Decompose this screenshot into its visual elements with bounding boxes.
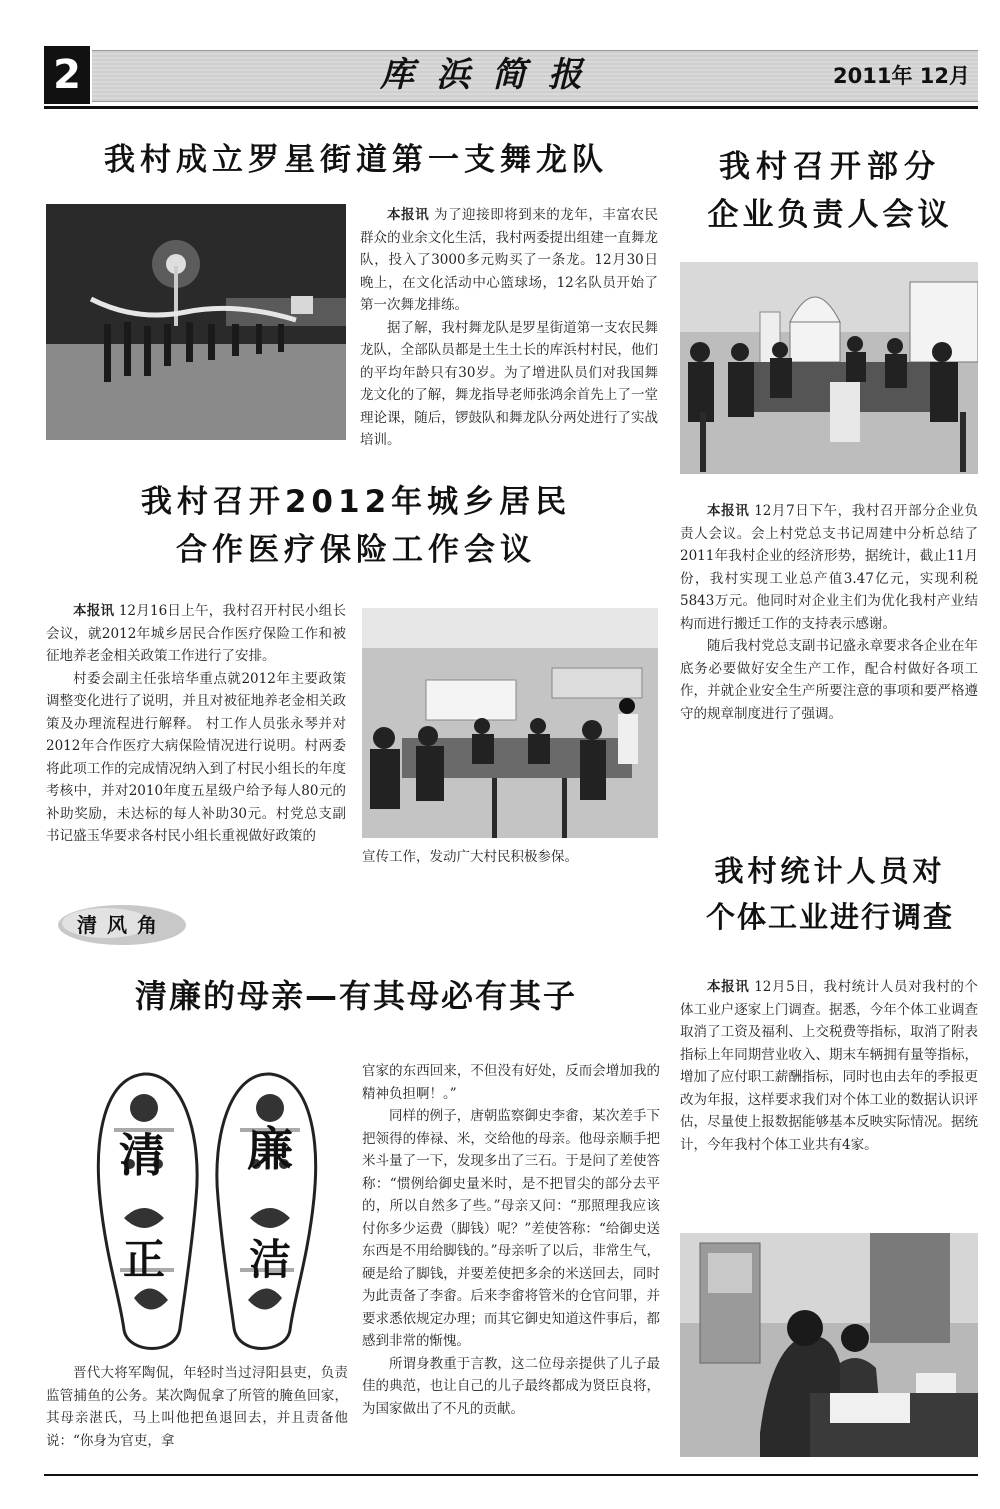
medical-p2-cont: 宣传工作，发动广大村民积极参保。 (362, 849, 578, 865)
mother-article-body-2 (362, 1060, 660, 1470)
paper-name: 库浜简报 (380, 55, 604, 95)
footprint-papercut-illustration (84, 1068, 332, 1358)
dragon-dance-photo (46, 204, 346, 440)
medical-p2: 村委会副主任张培华重点就2012年主要政策调整变化进行了说明，并且对被征地养老金相关政策及办理流程进行解释。 村工作人员张永琴并对2012年合作医疗大病保险情况进行说明。村两委将此项工作的完成情况纳入到了村民小组长的年度考核中，并对2010年度五星级户给予每人80元的补助奖励，未达标的每人补助30元。村党总支副书记盛玉华要求各村民小组长重视做好政策的 (46, 670, 346, 844)
enterprise-article-body (680, 500, 978, 790)
survey-article-body (680, 976, 978, 1206)
top-rule (44, 106, 978, 109)
page-number: 2 (44, 46, 90, 104)
enterprise-title-line2: 企业负责人会议 (707, 197, 953, 233)
dragon-lead: 本报讯 (387, 207, 430, 223)
seal-char-jie: 洁 (248, 1235, 291, 1284)
enterprise-p1: 12月7日下午，我村召开部分企业负责人会议。会上村党总支书记周建中分析总结了2011年我村企业的经济形势，据统计，截止11月份，我村实现工业总产值3.47亿元，实现利税5843万元。他同时对企业主们为优化我村产业结构而进行搬迁工作的支持表示感谢。 (680, 503, 979, 632)
medical-title-line1: 我村召开2012年城乡居民 (140, 484, 572, 520)
mother-p3: 所谓身教重于言教，这二位母亲提供了儿子最佳的典范，也让自己的儿子最终都成为贤臣良将，为国家做出了不凡的贡献。 (362, 1355, 660, 1417)
dragon-article-body (360, 204, 659, 448)
mother-p2: 同样的例子，唐朝监察御史李畬，某次差手下把领得的俸禄、米，交给他的母亲。他母亲顺手把米斗量了一下，发现多出了三石。于是问了差使答称：“惯例给御史量米时，是不把冒尖的部分去平的，所以自然多了些。”母亲又问：“那照理我应该付你多少运费（脚钱）呢？”差使答称：“给御史送东西是不用给脚钱的。”母亲听了以后，非常生气，硬是给了脚钱，并要差使把多余的米送回去，同时为此责备了李畬。后来李畬将管米的仓官问罪，并要求悉依规定办理；而其它御史知道这件事后，都感到非常的惭愧。 (362, 1108, 660, 1349)
enterprise-lead: 本报讯 (707, 503, 750, 519)
survey-title-line1: 我村统计人员对 (714, 854, 946, 888)
seal-char-qing: 清 (119, 1128, 165, 1182)
dragon-p1: 为了迎接即将到来的龙年，丰富农民群众的业余文化生活，我村两委提出组建一直舞龙队，投入了3000多元购买了一条龙。12月30日晚上，在文化活动中心篮球场，12名队员开始了第一次舞龙排练。 (360, 207, 659, 313)
survey-title-line2: 个体工业进行调查 (705, 900, 954, 934)
dragon-p2: 据了解，我村舞龙队是罗星街道第一支农民舞龙队，全部队员都是土生土长的库浜村村民，他们的平均年龄只有30岁。为了增进队员们对我国舞龙文化的了解，舞龙指导老师张鸿余首先上了一堂理论课，随后，锣鼓队和舞龙队分两处进行了实战培训。 (360, 319, 658, 448)
medical-title-line2: 合作医疗保险工作会议 (176, 532, 536, 568)
medical-lead: 本报讯 (73, 603, 115, 619)
enterprise-meeting-photo (680, 262, 978, 474)
mother-p1-cont: 官家的东西回来，不但没有好处，反而会增加我的精神负担啊！。” (362, 1063, 660, 1102)
enterprise-title-line1: 我村召开部分 (719, 149, 941, 185)
medical-article-body (46, 600, 346, 868)
column-tag: 清风角 (77, 913, 167, 937)
survey-photo (680, 1233, 978, 1457)
medical-article-body-cont (362, 846, 662, 870)
survey-p1: 12月5日，我村统计人员对我村的个体工业户逐家上门调查。据悉，今年个体工业调查取消了工资及福利、上交税费等指标，取消了附表指标上年同期营业收入、期末车辆拥有量等指标，增加了应付职工薪酬指标，同时也由去年的季报更改为年报，这样要求我们对个体工业的数据认识评估，尽量使上报数据能够基本反映实际情况。据统计，今年我村个体工业共有4家。 (680, 979, 979, 1153)
medical-meeting-photo (362, 608, 658, 838)
mother-article-body-1 (46, 1362, 348, 1472)
seal-char-lian: 廉 (247, 1122, 293, 1176)
enterprise-p2: 随后我村党总支副书记盛永章要求各企业在年底务必要做好安全生产工作，配合村做好各项工作，并就企业安全生产所要注意的事项和要严格遵守的规章制度进行了强调。 (680, 638, 978, 722)
medical-p1: 12月16日上午，我村召开村民小组长会议，就2012年城乡居民合作医疗保险工作和被征地养老金相关政策工作进行了安排。 (46, 603, 346, 664)
mother-p1: 晋代大将军陶侃，年轻时当过浔阳县吏，负责监管捕鱼的公务。某次陶侃拿了所管的腌鱼回家，其母亲湛氏，马上叫他把鱼退回去，并且责备他说：“你身为官吏，拿 (46, 1365, 348, 1449)
mother-article-title: 清廉的母亲—有其母必有其子 (134, 977, 577, 1015)
survey-lead: 本报讯 (707, 979, 750, 995)
bottom-rule (44, 1474, 978, 1476)
dragon-article-title: 我村成立罗星街道第一支舞龙队 (104, 142, 608, 178)
issue-date: 2011年 12月 (833, 64, 970, 88)
seal-char-zheng: 正 (122, 1235, 165, 1284)
